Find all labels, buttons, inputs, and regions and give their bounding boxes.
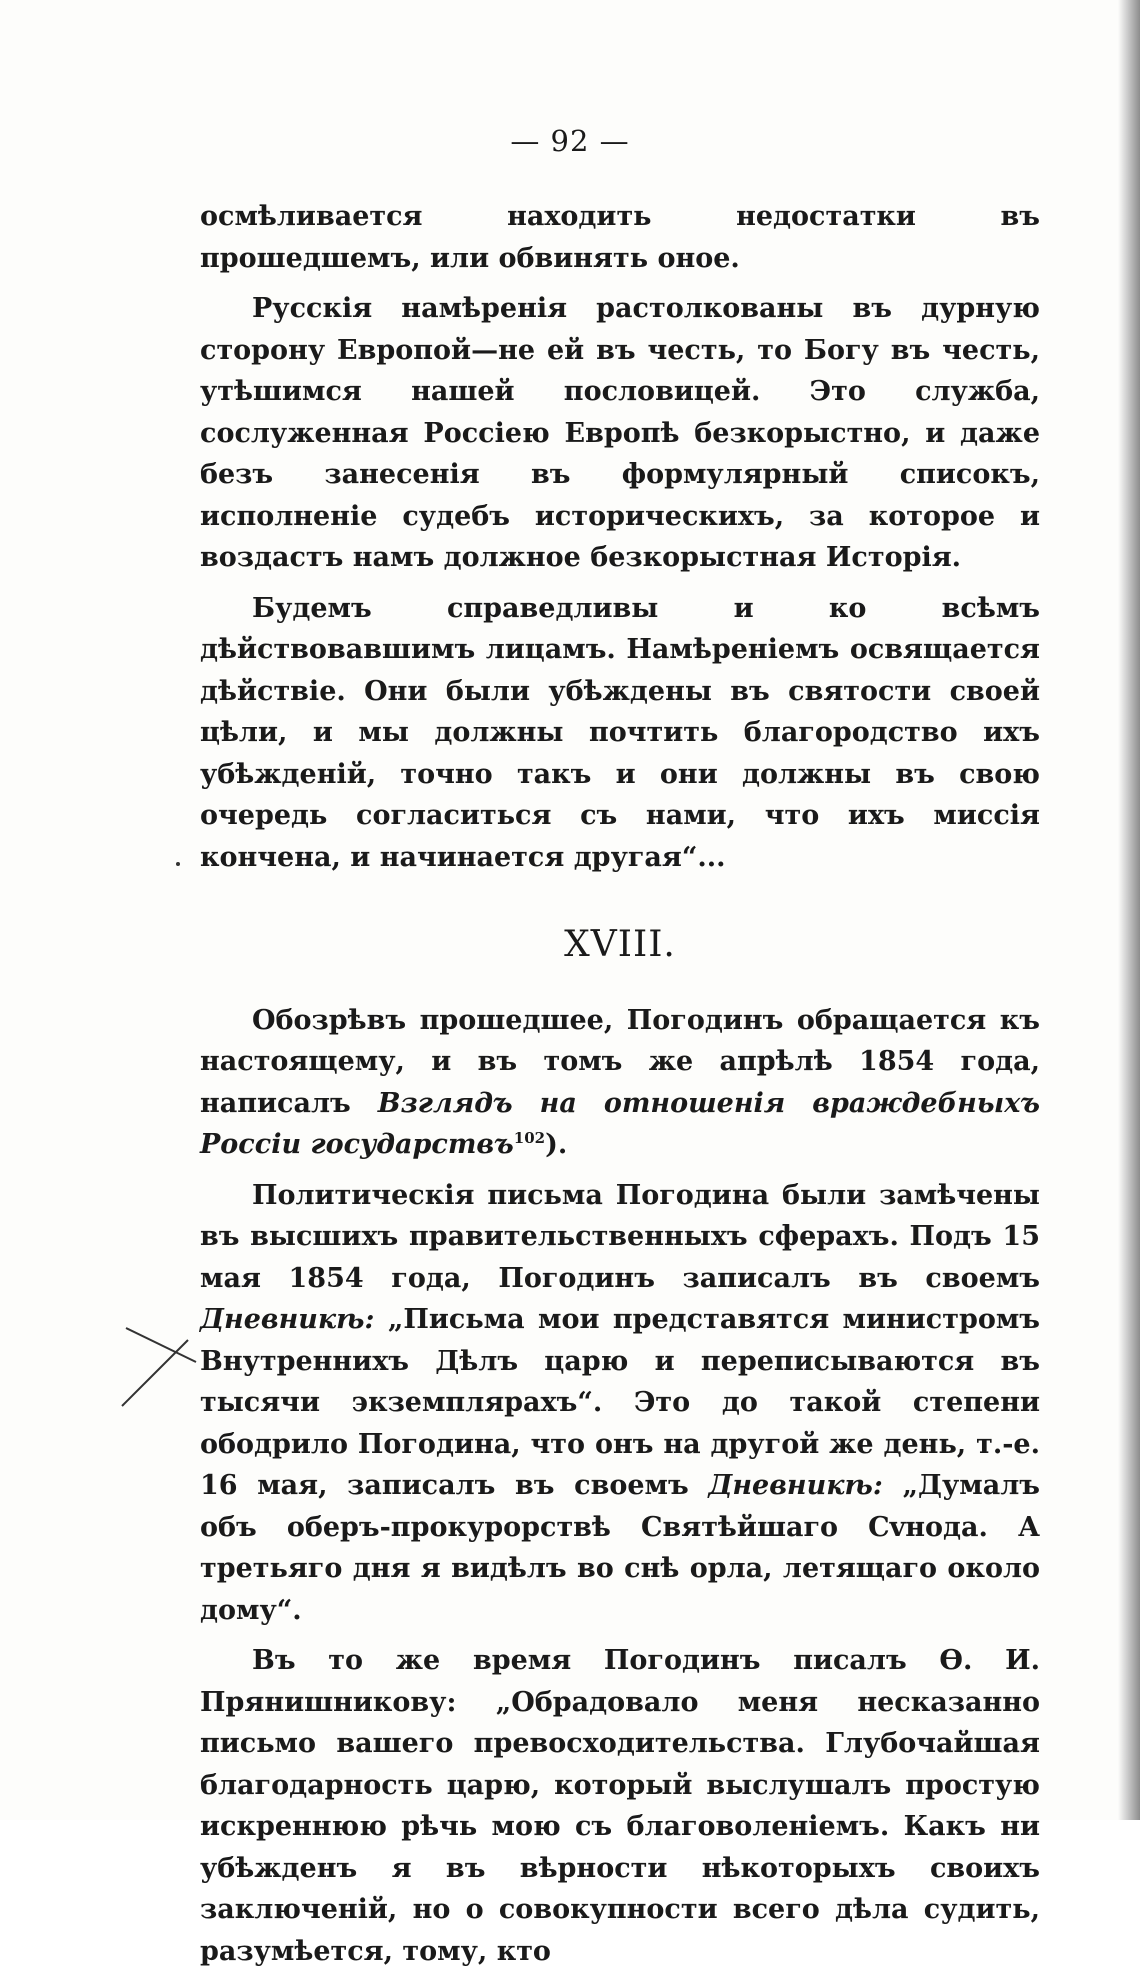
paragraph-continued: осмѣливается находить недостатки въ прошедшемъ, или обвинять оное. bbox=[200, 201, 1040, 274]
paragraph bbox=[200, 1000, 1040, 1166]
section-heading: XVIII. bbox=[564, 924, 676, 965]
italic-word: Дневникѣ: bbox=[708, 1470, 883, 1501]
text-run: Обозрѣвъ прошедшее, Погодинъ обращается къ настоящему, и въ томъ же апрѣлѣ 1854 года, написалъ bbox=[200, 1004, 1040, 1119]
margin-dot bbox=[176, 862, 180, 866]
page-edge-shadow bbox=[1118, 0, 1140, 1820]
text-run: „Письма мои представятся министромъ Внутреннихъ Дѣлъ царю и переписываются въ тысячи экземплярахъ“. Это до такой степени ободрило Погодина, что онъ на другой же день, т.-е. 16 мая, записалъ въ своемъ bbox=[200, 1304, 1040, 1501]
italic-title: Взглядъ на отношенія враждебныхъ Россіи государствъ bbox=[200, 1087, 1040, 1160]
footnote-ref: 102 bbox=[513, 1129, 546, 1147]
text-run: ). bbox=[545, 1129, 568, 1160]
paragraph: Въ то же время Погодинъ писалъ Ѳ. И. Прянишникову: „Обрадовало меня несказанно письмо вашего превосходительства. Глубочайшая благодарность царю, который выслушалъ простую искреннюю рѣчь мою съ благоволеніемъ. Какъ ни убѣжденъ я въ вѣрности нѣкоторыхъ своихъ заключеній, но о совокупности всего дѣла судить, разумѣется, тому, кто bbox=[200, 1645, 1040, 1967]
text-run: Политическія письма Погодина были замѣчены въ высшихъ правительственныхъ сферахъ. Подъ 15 мая 1854 года, Погодинъ записалъ въ своемъ bbox=[200, 1179, 1040, 1294]
page-number: — 92 — bbox=[510, 124, 630, 158]
margin-cross-mark bbox=[118, 1322, 218, 1412]
text-run: „Думалъ объ оберъ-прокурорствѣ Святѣйшаго Сvнода. А третьяго дня я видѣлъ во снѣ орла, летящаго около дому“. bbox=[200, 1470, 1040, 1626]
italic-word: Дневникѣ: bbox=[200, 1304, 375, 1335]
paragraph: Будемъ справедливы и ко всѣмъ дѣйствовавшимъ лицамъ. Намѣреніемъ освящается дѣйствіе. Они были убѣждены въ святости своей цѣли, и мы должны почтить благородство ихъ убѣжденій, точно такъ и они должны въ свою очередь согласиться съ нами, что ихъ миссія кончена, и начинается другая“... bbox=[200, 592, 1040, 873]
page-body bbox=[200, 196, 1040, 1981]
paragraph bbox=[200, 1175, 1040, 1632]
paragraph: Русскія намѣренія растолкованы въ дурную сторону Европой—не ей въ честь, то Богу въ честь, утѣшимся нашей пословицей. Это служба, сослуженная Россіею Европѣ безкорыстно, и даже безъ занесенія въ формулярный списокъ, исполненіе судебъ историческихъ, за которое и воздастъ намъ должное безкорыстная Исторія. bbox=[200, 293, 1040, 573]
